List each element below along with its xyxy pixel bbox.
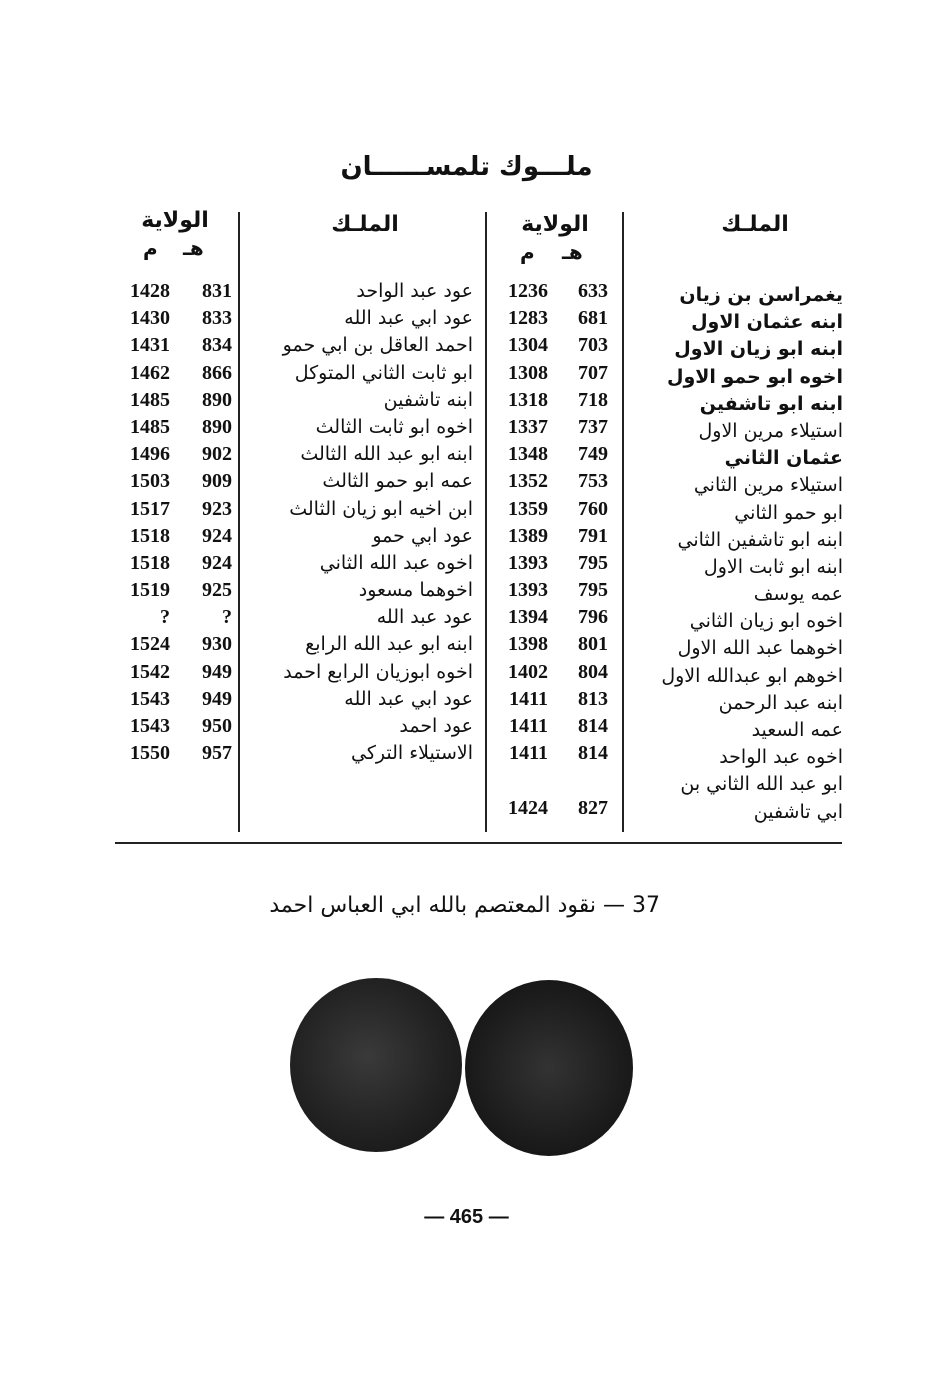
hijri-year: 791 [578, 524, 608, 547]
hijri-year: 633 [578, 280, 608, 302]
reign-header-left: الولاية [141, 208, 209, 233]
hijri-year: 949 [202, 687, 232, 710]
hijri-year: 681 [578, 307, 608, 330]
hijri-year: 890 [202, 415, 232, 438]
hijri-year: 909 [202, 470, 232, 493]
king-name: عود ابي عبد الله [344, 687, 473, 710]
hijri-year: 925 [202, 579, 232, 602]
gregorian-year: 1543 [130, 715, 170, 737]
gregorian-year: 1352 [508, 470, 548, 493]
hijri-year: 831 [202, 280, 232, 302]
king-name: عمه السعيد [751, 719, 843, 741]
king-name: اخوهما عبد الله الاول [677, 637, 843, 660]
king-name: ابنه ابو عبد الله الرابع [305, 633, 473, 656]
king-name: ابو حمو الثاني [734, 501, 843, 524]
king-name: استيلاء مرين الثاني [693, 474, 843, 497]
gregorian-year: 1411 [509, 742, 548, 765]
gregorian-year: 1431 [130, 334, 170, 357]
gregorian-year: 1389 [508, 524, 548, 547]
left-gregorian-years [116, 278, 170, 767]
right-king-names [628, 282, 843, 826]
gregorian-year: 1283 [508, 307, 548, 330]
king-name: اخوه عبد الواحد [719, 746, 843, 769]
king-name: عود ابي حمو [372, 524, 473, 547]
hijri-year: 795 [578, 579, 608, 602]
hijri-year: ? [222, 606, 232, 629]
king-name: احمد العاقل بن ابي حمو [282, 334, 473, 357]
hijri-year: 796 [578, 606, 608, 629]
king-name: اخوه ابو زيان الثاني [689, 610, 843, 633]
gregorian-year: 1398 [508, 633, 548, 656]
gregorian-year: 1411 [509, 715, 548, 737]
king-name: ابو عبد الله الثاني بن [680, 773, 843, 796]
hijri-year: 813 [578, 687, 608, 710]
hijri-abbr-left: هـ [183, 236, 204, 260]
gregorian-abbr-left: م [143, 236, 158, 260]
hijri-year: 923 [202, 497, 232, 520]
reign-header-right: الولاية [521, 212, 589, 237]
king-name: استيلاء مرين الاول [698, 419, 843, 442]
hijri-year: 814 [578, 742, 608, 765]
king-name: ابنه ابو تاشفين [699, 392, 843, 415]
gregorian-year: 1550 [130, 742, 170, 765]
gregorian-year: 1394 [508, 606, 548, 629]
gregorian-year: 1462 [130, 361, 170, 384]
king-name: عود عبد الله [376, 606, 473, 629]
gregorian-year: 1411 [509, 687, 548, 710]
hijri-year: 804 [578, 660, 608, 683]
gregorian-year: 1318 [508, 388, 548, 411]
gregorian-year: 1393 [508, 579, 548, 602]
column-divider [238, 212, 240, 832]
king-name: اخوه عبد الله الثاني [319, 551, 473, 574]
hijri-year: 760 [578, 497, 608, 520]
gregorian-abbr-right: م [520, 240, 535, 264]
king-name: اخوهما مسعود [358, 579, 473, 602]
king-name: الاستيلاء التركي [351, 742, 473, 765]
king-name: ابنه ابو ثابت الاول [703, 555, 843, 578]
gregorian-year: 1430 [130, 307, 170, 330]
king-name: عود ابي عبد الله [344, 307, 473, 330]
king-name: ابو ثابت الثاني المتوكل [294, 361, 473, 384]
king-name: ابن اخيه ابو زيان الثالث [289, 497, 473, 520]
hijri-year: 749 [578, 443, 608, 466]
coin-obverse-image [290, 978, 462, 1152]
king-name: ابنه تاشفين [383, 388, 473, 411]
left-hijri-years [186, 278, 232, 767]
king-name: عمه يوسف [753, 583, 843, 606]
king-name: عمه ابو حمو الثالث [322, 470, 473, 493]
right-gregorian-years [496, 278, 548, 822]
king-header-left: الملـك [331, 212, 399, 237]
hijri-year: 718 [578, 388, 608, 411]
king-name: ابنه ابو زيان الاول [674, 338, 843, 361]
king-name: يغمراسن بن زيان [679, 284, 843, 306]
hijri-year: 737 [578, 415, 608, 438]
gregorian-year: 1337 [508, 415, 548, 438]
hijri-year: 833 [202, 307, 232, 330]
page-number: — 465 — [424, 1206, 509, 1228]
gregorian-year: 1308 [508, 361, 548, 384]
gregorian-year: 1524 [130, 633, 170, 656]
column-divider [622, 212, 624, 832]
gregorian-year: 1485 [130, 415, 170, 438]
hijri-year: 949 [202, 660, 232, 683]
king-name: ابي تاشفين [753, 800, 843, 823]
gregorian-year: 1543 [130, 687, 170, 710]
king-name: اخوه ابو حمو الاول [666, 365, 843, 388]
hijri-year: 827 [578, 796, 608, 819]
gregorian-year: 1518 [130, 551, 170, 574]
king-name: عثمان الثاني [724, 447, 843, 470]
hijri-year: 834 [202, 334, 232, 357]
gregorian-year: 1359 [508, 497, 548, 520]
gregorian-year: 1518 [130, 524, 170, 547]
gregorian-year: 1402 [508, 660, 548, 683]
king-name: ابنه ابو تاشفين الثاني [677, 528, 843, 551]
king-name: ابنه ابو عبد الله الثالث [300, 443, 473, 466]
page-title: ملـــوك تلمســــــان [340, 152, 593, 182]
king-name: اخوه ابو ثابت الثالث [315, 415, 473, 438]
gregorian-year: 1304 [508, 334, 548, 357]
king-name: عود احمد [399, 715, 473, 737]
gregorian-year: 1424 [508, 796, 548, 819]
king-name: اخوه ابوزيان الرابع احمد [283, 660, 473, 683]
hijri-year: 924 [202, 524, 232, 547]
table-bottom-rule [115, 842, 842, 844]
gregorian-year: 1236 [508, 280, 548, 302]
column-divider [485, 212, 487, 832]
king-name: ابنه عثمان الاول [691, 311, 843, 334]
hijri-abbr-right: هـ [562, 240, 583, 264]
hijri-year: 902 [202, 443, 232, 466]
hijri-year: 707 [578, 361, 608, 384]
hijri-year: 930 [202, 633, 232, 656]
gregorian-year: 1517 [130, 497, 170, 520]
figure-caption: 37 — نقود المعتصم بالله ابي العباس احمد [269, 893, 660, 918]
gregorian-year: 1519 [130, 579, 170, 602]
right-hijri-years [562, 278, 608, 822]
gregorian-year: 1485 [130, 388, 170, 411]
gregorian-year: 1496 [130, 443, 170, 466]
hijri-year: 814 [578, 715, 608, 737]
gregorian-year: 1393 [508, 551, 548, 574]
hijri-year: 890 [202, 388, 232, 411]
gregorian-year: 1503 [130, 470, 170, 493]
hijri-year: 795 [578, 551, 608, 574]
gregorian-year: 1428 [130, 280, 170, 302]
king-name: ابنه عبد الرحمن [718, 691, 843, 714]
hijri-year: 703 [578, 334, 608, 357]
king-header-right: الملـك [721, 212, 789, 237]
gregorian-year [496, 767, 548, 794]
hijri-year: 950 [202, 715, 232, 737]
hijri-year: 801 [578, 633, 608, 656]
king-name: اخوهم ابو عبدالله الاول [661, 664, 843, 687]
coin-reverse-image [465, 980, 633, 1156]
hijri-year: 924 [202, 551, 232, 574]
king-name: عود عبد الواحد [356, 280, 473, 302]
gregorian-year: 1348 [508, 443, 548, 466]
gregorian-year: 1542 [130, 660, 170, 683]
gregorian-year: ? [160, 606, 170, 629]
hijri-year: 957 [202, 742, 232, 765]
hijri-year: 753 [578, 470, 608, 493]
left-king-names [248, 278, 473, 767]
hijri-year: 866 [202, 361, 232, 384]
hijri-year [562, 767, 608, 794]
